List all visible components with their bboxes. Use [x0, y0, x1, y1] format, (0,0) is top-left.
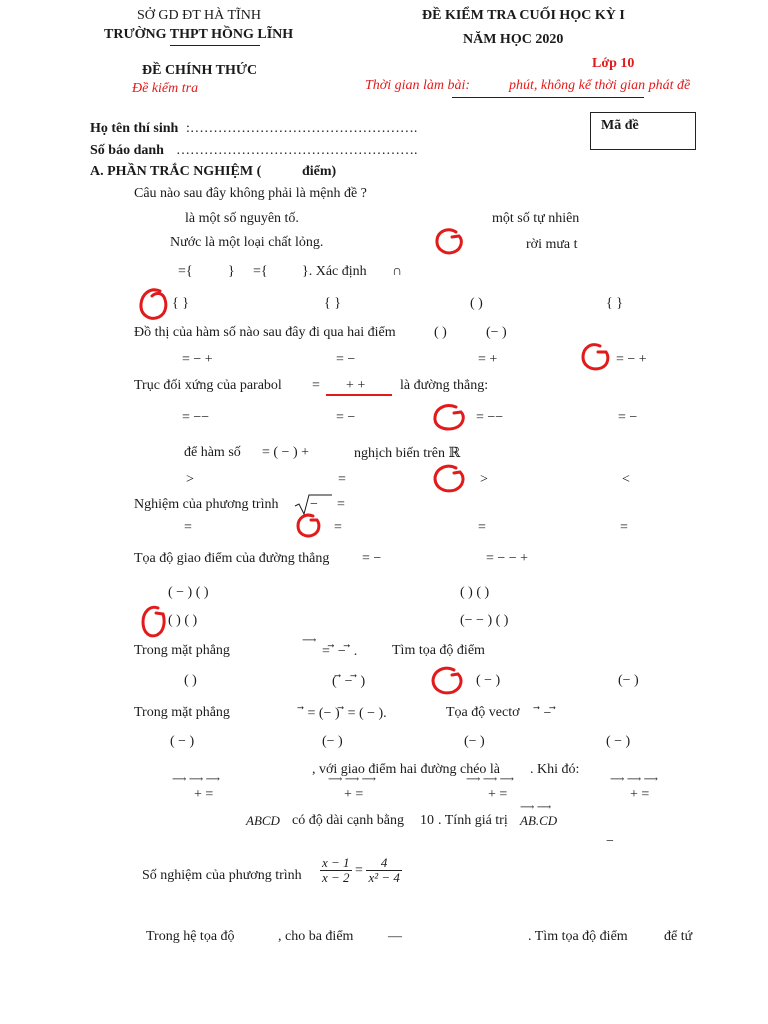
school-year: NĂM HỌC 2020 [463, 32, 564, 47]
q4-answer-circle-icon [430, 402, 470, 434]
q9-stem-vector: ⃗ − ⃗ [540, 706, 556, 721]
q7-option-c: ( ) ( ) [168, 613, 198, 628]
q10-b-arrows: ⟶ ⟶ ⟶ [328, 774, 377, 785]
q3-stem: Đồ thị của hàm số nào sau đây đi qua hai điểm [134, 325, 396, 340]
q11-minus: − [606, 834, 614, 849]
q10-option-a: + = [194, 787, 214, 802]
q9-option-d: ( − ) [606, 734, 631, 749]
q2-option-d: { } [606, 296, 623, 311]
q5-option-a: > [186, 472, 194, 487]
q4-eq1: = [312, 378, 320, 393]
q3-point-1: ( ) [434, 325, 447, 340]
exam-title: ĐỀ KIỂM TRA CUỐI HỌC KỲ I [422, 8, 625, 23]
q1-option-d: rời mưa t [526, 237, 578, 252]
time-underline [452, 97, 644, 98]
q9-expr: ⃗ = (− ) ⃗ = ( − ). [304, 706, 387, 721]
q3-option-b: = − [336, 352, 356, 367]
q5-stem: để hàm số [184, 445, 241, 460]
q12-stem: Số nghiệm của phương trình [142, 868, 302, 883]
q6-eq: = [337, 497, 345, 512]
q6-option-c: = [478, 520, 486, 535]
official-label: ĐỀ CHÍNH THỨC [142, 63, 258, 78]
q4-stem: Trục đối xứng của parabol [134, 378, 282, 393]
q13-stem: Trong hệ tọa độ [146, 929, 235, 944]
q10-stem-end: . Khi đó: [530, 762, 580, 777]
time-rest: phút, không kể thời gian phát đề [509, 78, 691, 93]
q10-stem: , với giao điểm hai đường chéo là [312, 762, 501, 777]
q8-option-c: ( − ) [476, 673, 501, 688]
q2-stem-c: ={ [253, 264, 268, 279]
q2-stem-e: ∩ [392, 264, 403, 279]
q2-stem-b: } [228, 264, 235, 279]
grade: Lớp 10 [592, 56, 635, 71]
q8-answer-circle-icon [428, 664, 468, 698]
q1-answer-circle-icon [432, 226, 468, 258]
q8-option-b: ( ⃗ − ⃗ ) [332, 674, 366, 689]
q6-option-d: = [620, 520, 628, 535]
q12-fraction-left [320, 856, 352, 886]
q10-option-b: + = [344, 787, 364, 802]
q12-fraction-right-den: x² − 4 [368, 870, 400, 886]
q11-stem: có độ dài cạnh bằng [292, 813, 404, 828]
q11-number: 10 [420, 813, 434, 828]
q11-vector-arrows: ⟶ ⟶ [520, 802, 552, 813]
q9-stem-end: Tọa độ vectơ [446, 705, 520, 720]
q2-stem-d: }. Xác định [302, 264, 367, 279]
q11-shape: ABCD [246, 813, 280, 828]
q3-option-d: = − + [616, 352, 647, 367]
q2-option-c: ( ) [470, 296, 483, 311]
q12-equation [320, 856, 402, 886]
q1-option-b: một số tự nhiên [492, 211, 580, 226]
student-id-dots: ……………………………………………. [176, 143, 418, 158]
q2-stem-a: ={ [178, 264, 193, 279]
q5-answer-circle-icon [430, 462, 470, 496]
q1-option-c: Nước là một loại chất lỏng. [170, 235, 324, 250]
q9-option-b: (− ) [322, 734, 343, 749]
q4-option-b: = − [336, 410, 356, 425]
q6-radicand: − [310, 497, 318, 512]
q7-option-b: ( ) ( ) [460, 585, 490, 600]
q12-fraction-left-num: x − 1 [322, 855, 350, 870]
q13-stem-end: . Tìm tọa độ điểm [528, 929, 628, 944]
section-a-title-prefix: A. PHẦN TRẮC NGHIỆM ( [90, 164, 262, 179]
department: SỞ GD ĐT HÀ TĨNH [137, 8, 261, 23]
q3-option-c: = + [478, 352, 498, 367]
q5-expr: = ( − ) + [262, 445, 310, 460]
q8-vector-arrow: ⟶ [302, 635, 317, 646]
school-name: TRƯỜNG THPT HỒNG LĨNH [104, 27, 294, 42]
q7-answer-circle-icon [138, 602, 170, 642]
exam-code-label: Mã đề [601, 118, 639, 133]
q4-option-c: = −− [476, 410, 504, 425]
q10-option-c: + = [488, 787, 508, 802]
q10-a-arrows: ⟶ ⟶ ⟶ [172, 774, 221, 785]
q8-expr: = ⃗ − ⃗ . [322, 644, 358, 659]
q7-stem: Tọa độ giao điểm của đường thẳng [134, 551, 330, 566]
q7-line-2: = − − + [486, 551, 529, 566]
student-name-label: Họ tên thí sinh [90, 121, 179, 136]
q12-fraction-left-den: x − 2 [322, 870, 350, 886]
q2-answer-circle-icon [136, 285, 172, 325]
time-label: Thời gian làm bài: [365, 78, 471, 93]
q6-option-b: = [334, 520, 342, 535]
q1-stem: Câu nào sau đây không phải là mệnh đề ? [134, 186, 367, 201]
q4-option-a: = −− [182, 410, 210, 425]
q2-option-a: { } [172, 296, 189, 311]
q13-dash: — [388, 929, 402, 944]
q7-option-d: (− − ) ( ) [460, 613, 509, 628]
exam-label: Đề kiểm tra [132, 81, 199, 96]
q8-option-d: (− ) [618, 673, 639, 688]
q11-stem-end: . Tính giá trị [438, 813, 508, 828]
q13-stem-b: , cho ba điểm [278, 929, 354, 944]
q9-option-c: (− ) [464, 734, 485, 749]
q10-c-arrows: ⟶ ⟶ ⟶ [466, 774, 515, 785]
section-a-title-suffix: điểm) [302, 164, 337, 179]
q9-stem: Trong mặt phẳng [134, 705, 230, 720]
q12-fraction-right [366, 856, 401, 886]
q7-line-1: = − [362, 551, 382, 566]
q12-fraction-right-num: 4 [366, 856, 401, 871]
q6-stem: Nghiệm của phương trình [134, 497, 279, 512]
q4-stem-end: là đường thẳng: [400, 378, 489, 393]
student-name-dots: :…………………………………………. [186, 121, 418, 136]
q10-d-arrows: ⟶ ⟶ ⟶ [610, 774, 659, 785]
q13-stem-tail: để tứ [664, 929, 693, 944]
q5-stem-end: nghịch biến trên ℝ [354, 446, 461, 461]
q3-point-2: (− ) [486, 325, 507, 340]
q8-stem-end: Tìm tọa độ điểm [392, 643, 485, 658]
q4-red-underline [326, 394, 392, 396]
q8-stem: Trong mặt phẳng [134, 643, 230, 658]
q6-option-a: = [184, 520, 192, 535]
q5-option-c: > [480, 472, 488, 487]
student-id-label: Số báo danh [90, 143, 164, 158]
q9-option-a: ( − ) [170, 734, 195, 749]
school-underline [170, 45, 260, 46]
q4-option-d: = − [618, 410, 638, 425]
q6-answer-circle-icon [294, 511, 324, 541]
q1-option-a: là một số nguyên tố. [185, 211, 299, 226]
q2-option-b: { } [324, 296, 341, 311]
q5-option-b: = [338, 472, 346, 487]
q11-product: AB.CD [520, 813, 558, 828]
q7-option-a: ( − ) ( ) [168, 585, 209, 600]
q12-eq: = [355, 863, 363, 879]
q5-option-d: < [622, 472, 630, 487]
q8-option-a: ( ) [184, 673, 197, 688]
q4-eq2: + + [346, 378, 366, 393]
q3-answer-circle-icon [578, 340, 614, 374]
q10-option-d: + = [630, 787, 650, 802]
q3-option-a: = − + [182, 352, 213, 367]
